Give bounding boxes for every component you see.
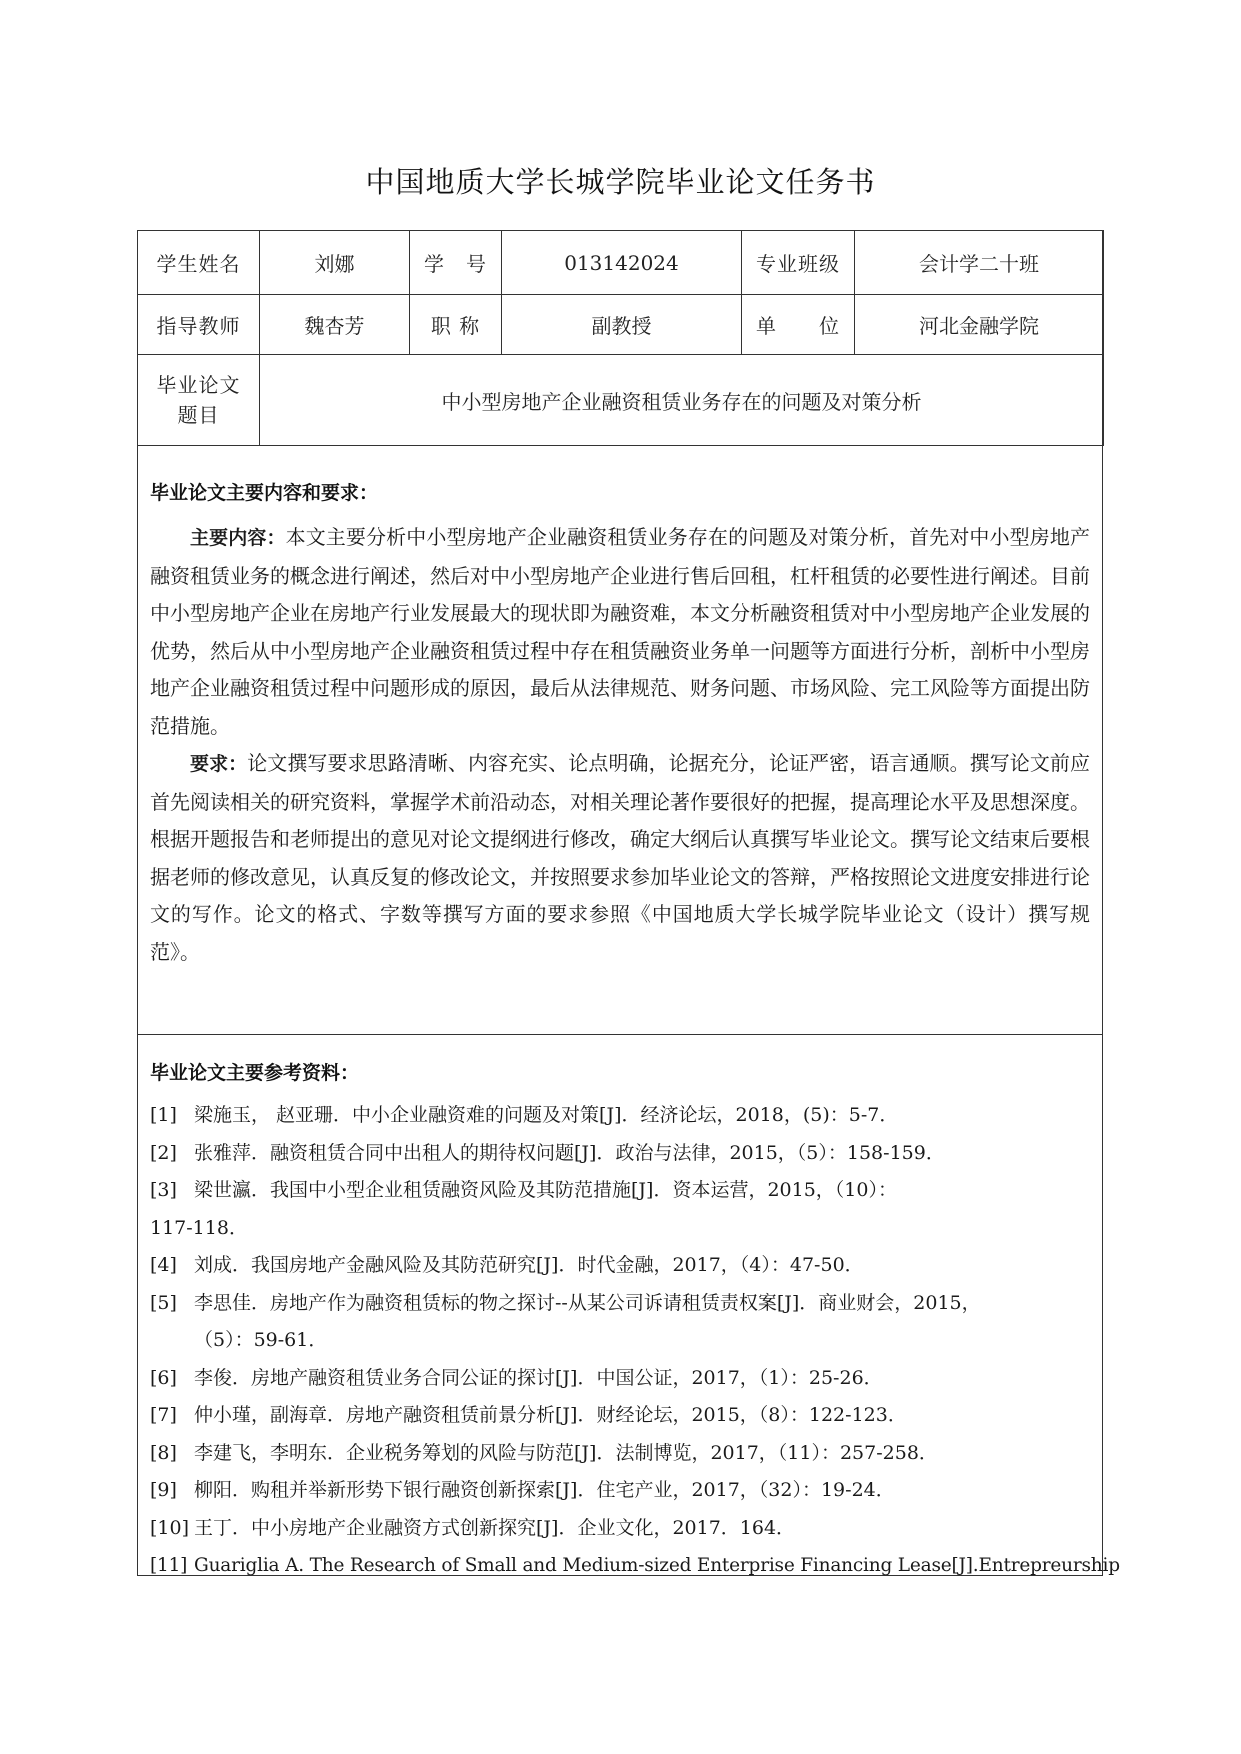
major-label: 专业班级	[742, 231, 855, 295]
student-id-label: 学 号	[410, 231, 502, 295]
document-title: 中国地质大学长城学院毕业论文任务书	[365, 165, 876, 199]
reference-item: [1] 梁施玉， 赵亚珊．中小企业融资难的问题及对策[J]．经济论坛，2018，(5)：5-7．	[150, 1104, 899, 1126]
topic-label	[138, 355, 260, 446]
rank-value: 副教授	[502, 295, 742, 355]
reference-item: [7] 仲小瑾，副海章．房地产融资租赁前景分析[J]．财经论坛，2015，（8）：122-123．	[150, 1404, 907, 1426]
main-content-label: 主要内容：	[190, 527, 286, 549]
reference-item: [2] 张雅萍．融资租赁合同中出租人的期待权问题[J]．政治与法律，2015，（5）：158-159．	[150, 1141, 945, 1164]
references-section	[150, 1058, 1120, 1585]
reference-item-continuation: 117-118．	[150, 1216, 248, 1239]
student-id-value: 013142024	[502, 231, 742, 295]
info-row-student	[138, 231, 1104, 295]
reference-item: [9] 柳阳．购租并举新形势下银行融资创新探索[J]．住宅产业，2017，（32）：19-24．	[150, 1479, 895, 1501]
student-name-label: 学生姓名	[138, 231, 260, 295]
rank-label: 职 称	[410, 295, 502, 355]
major-value: 会计学二十班	[855, 231, 1104, 295]
topic-label-line2: 题目	[177, 403, 220, 427]
reference-item: [6] 李俊．房地产融资租赁业务合同公证的探讨[J]．中国公证，2017，（1）：25-26．	[150, 1366, 883, 1389]
topic-value: 中小型房地产企业融资租赁业务存在的问题及对策分析	[260, 355, 1104, 446]
reference-item-continuation: （5）：59-61．	[194, 1329, 328, 1351]
requirements-text: 论文撰写要求思路清晰、内容充实、论点明确，论据充分，论证严密，语言通顺。撰写论文前应首先阅读相关的研究资料，掌握学术前沿动态，对相关理论著作要很好的把握，提高理论水平及思想深度。根据开题报告和老师提出的意见对论文提纲进行修改，确定大纲后认真撰写毕业论文。撰写论文结束后要根据老师的修改意见，认真反复的修改论文，并按照要求参加毕业论文的答辩，严格按照论文进度安排进行论文的写作。论文的格式、字数等撰写方面的要求参照《中国地质大学长城学院毕业论文（设计）撰写规范》。	[150, 751, 1090, 964]
topic-label-line1: 毕业论文	[156, 373, 241, 397]
content-section	[150, 478, 1090, 971]
advisor-value: 魏杏芳	[260, 295, 410, 355]
reference-item: [8] 李建飞，李明东．企业税务筹划的风险与防范[J]．法制博览，2017，（11）：257-258．	[150, 1441, 938, 1464]
unit-label: 单 位	[742, 295, 855, 355]
reference-item: [3] 梁世瀛．我国中小型企业租赁融资风险及其防范措施[J]．资本运营，2015，（10）：	[150, 1179, 897, 1201]
reference-item: [10] 王丁．中小房地产企业融资方式创新探究[J]．企业文化，2017．164．	[150, 1516, 796, 1539]
requirements-paragraph	[150, 745, 1090, 971]
requirements-label: 要求：	[190, 753, 248, 775]
references-heading: 毕业论文主要参考资料：	[150, 1062, 360, 1084]
main-content-paragraph	[150, 519, 1090, 745]
main-content-text: 本文主要分析中小型房地产企业融资租赁业务存在的问题及对策分析，首先对中小型房地产融资租赁业务的概念进行阐述，然后对中小型房地产企业进行售后回租，杠杆租赁的必要性进行阐述。目前中小型房地产企业在房地产行业发展最大的现状即为融资难，本文分析融资租赁对中小型房地产企业发展的优势，然后从中小型房地产企业融资租赁过程中存在租赁融资业务单一问题等方面进行分析，剖析中小型房地产企业融资租赁过程中问题形成的原因，最后从法律规范、财务问题、市场风险、完工风险等方面提出防范措施。	[150, 525, 1090, 738]
reference-item: [4] 刘成．我国房地产金融风险及其防范研究[J]．时代金融，2017，（4）：47-50．	[150, 1254, 864, 1276]
section-divider	[137, 1034, 1103, 1035]
reference-item: [5] 李思佳．房地产作为融资租赁标的物之探讨--从某公司诉请租赁责权案[J]．商业财会，2015，	[150, 1291, 981, 1314]
unit-value: 河北金融学院	[855, 295, 1104, 355]
info-table	[137, 230, 1104, 446]
info-row-advisor	[138, 295, 1104, 355]
references-list	[150, 1097, 1120, 1585]
info-row-topic	[138, 355, 1104, 446]
reference-item: [11] Guariglia A. The Research of Small and Medium-sized Enterprise Financing Lease[J].Entrepreurship	[150, 1555, 1120, 1576]
advisor-label: 指导教师	[138, 295, 260, 355]
student-name-value: 刘娜	[260, 231, 410, 295]
content-heading: 毕业论文主要内容和要求：	[150, 482, 379, 504]
